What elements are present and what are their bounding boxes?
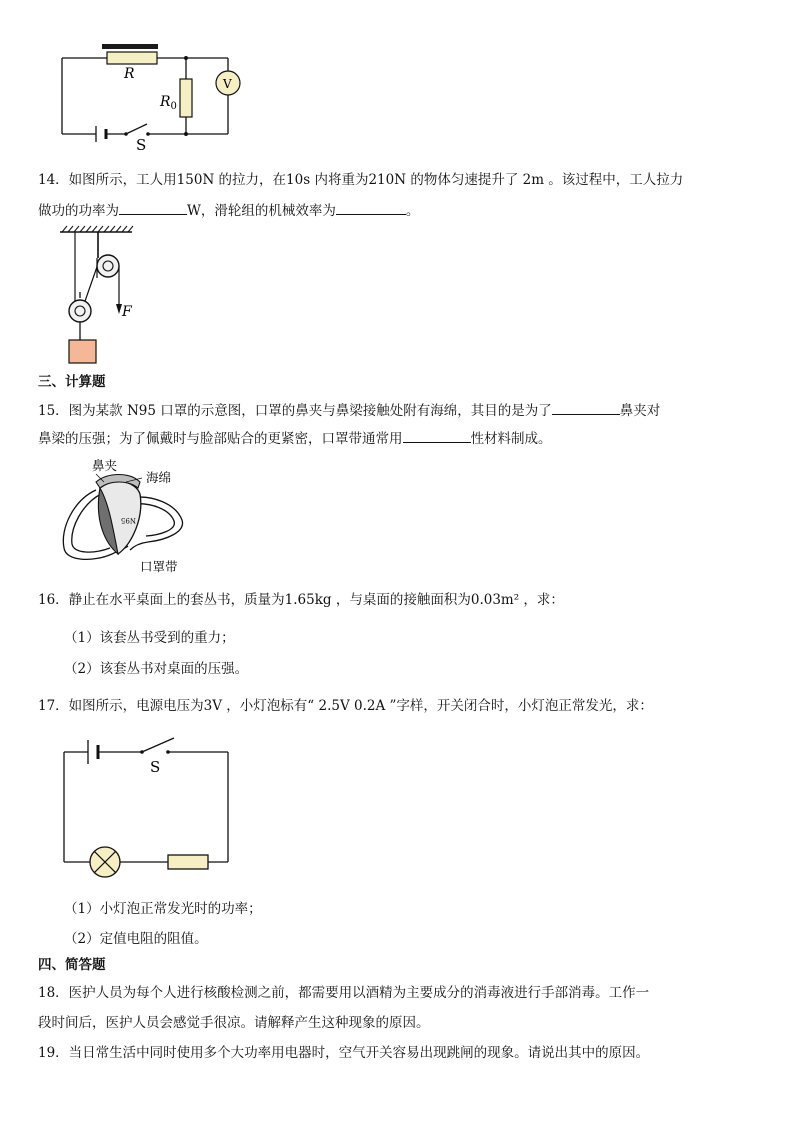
q17-line1: 17．如图所示，电源电压为3V ，小灯泡标有“ 2.5V 0.2A ”字样，开关闭合时，小灯泡正常发光，求： (38, 698, 653, 714)
label-v: V (223, 77, 232, 91)
circuit-diagram-1 (50, 38, 250, 153)
fixed-resistor (168, 855, 208, 869)
label-strap: 口罩带 (140, 559, 178, 574)
movable-pulley (69, 300, 91, 322)
q17-sub1: （1）小灯泡正常发光时的功率； (64, 901, 262, 917)
lamp-icon (90, 847, 120, 877)
rheostat-bar (102, 44, 158, 49)
q14-line2 (38, 200, 760, 221)
q15-line1 (38, 400, 760, 421)
label-r: R (124, 66, 135, 82)
q15-line2 (38, 428, 760, 449)
label-f: F (122, 304, 132, 320)
label-s: S (136, 136, 147, 154)
q15-blank-material[interactable] (403, 428, 471, 443)
mask-diagram (56, 458, 196, 576)
q15-text-c: 鼻梁的压强；为了佩戴时与脸部贴合的更紧密，口罩带通常用 (38, 431, 403, 447)
section-3-title: 三、计算题 (38, 374, 106, 390)
label-r0: $R_0$ (160, 94, 177, 112)
q16-sub2: （2）该套丛书对桌面的压强。 (64, 661, 249, 677)
q15-text-d: 性材料制成。 (470, 431, 552, 447)
q16-sub1: （1）该套丛书受到的重力； (64, 630, 235, 646)
q15-text-a: 15．图为某款 N95 口罩的示意图，口罩的鼻夹与鼻梁接触处附有海绵，其目的是为了 (38, 403, 552, 419)
q14-text-c: 。 (405, 203, 420, 219)
q14-line1: 14．如图所示，工人用150N 的拉力，在10s 内将重为210N 的物体匀速提升了 2m 。该过程中，工人拉力 (38, 172, 684, 188)
label-nose-clip: 鼻夹 (92, 458, 118, 473)
label-s-2: S (150, 758, 161, 776)
label-sponge: 海绵 (146, 470, 172, 485)
q14-text-b: W，滑轮组的机械效率为 (187, 203, 336, 219)
resistor-r0 (180, 79, 192, 117)
q19-line1: 19．当日常生活中同时使用多个大功率用电器时，空气开关容易出现跳闸的现象。请说出其中的原因。 (38, 1045, 650, 1061)
q14-text-a: 做功的功率为 (38, 203, 119, 219)
label-print: N95 (120, 516, 136, 524)
section-4-title: 四、简答题 (38, 957, 106, 973)
q17-sub2: （2）定值电阻的阻值。 (64, 931, 208, 947)
q18-line1: 18．医护人员为每个人进行核酸检测之前，都需要用以酒精为主要成分的消毒液进行手部消毒。工作一 (38, 985, 650, 1001)
q15-text-b: 鼻夹对 (619, 403, 661, 419)
circuit-diagram-2 (56, 732, 246, 882)
rheostat-r (107, 52, 157, 64)
q14-blank-power[interactable] (119, 200, 187, 215)
q16-line1: 16．静止在水平桌面上的套丛书，质量为1.65kg ，与桌面的接触面积为0.03m² ，求： (38, 592, 564, 608)
q14-blank-efficiency[interactable] (336, 200, 406, 215)
pulley-diagram (56, 224, 156, 369)
q15-blank-purpose[interactable] (552, 400, 620, 415)
q18-line2: 段时间后，医护人员会感觉手很凉。请解释产生这种现象的原因。 (38, 1015, 430, 1031)
load-block (69, 340, 96, 363)
fixed-pulley (97, 255, 119, 277)
